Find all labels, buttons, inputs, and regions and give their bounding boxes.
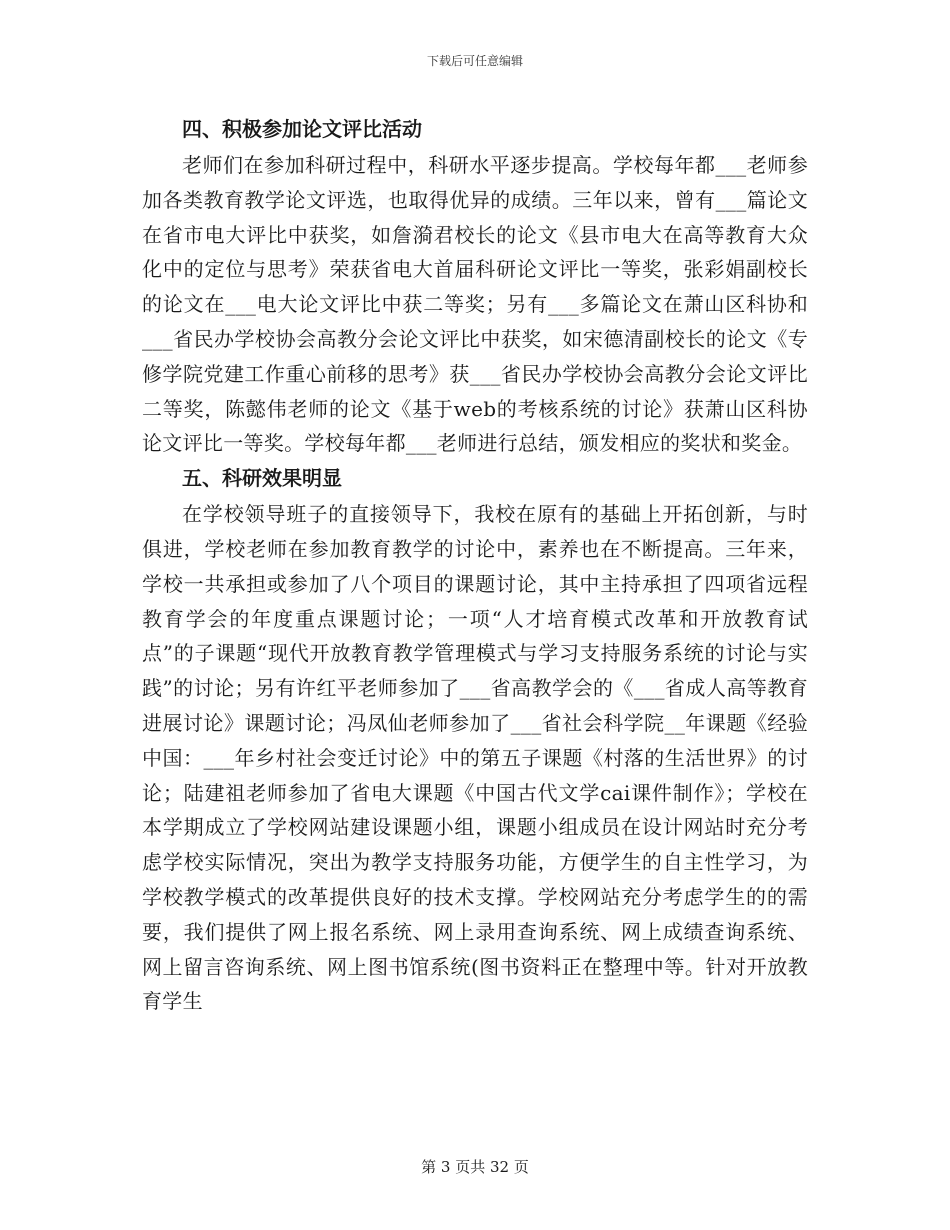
section-heading-5: 五、科研效果明显 — [182, 466, 342, 491]
page-number: 第 3 页共 32 页 — [421, 1158, 529, 1176]
section-paragraph-4: 老师们在参加科研过程中，科研水平逐步提高。学校每年都___老师参加各类教育教学论文评选，也取得优异的成绩。三年以来，曾有___篇论文在省市电大评比中获奖，如詹漪君校长的论文《县市电大在高等教育大众化中的定位与思考》荣获省电大首届科研论文评比一等奖，张彩娟副校长的论文在___电大论文评比中获二等奖；另有___多篇论文在萧山区科协和___省民办学校协会高教分会论文评比中获奖，如宋德清副校长的论文《专修学院党建工作重心前移的思考》获___省民办学校协会高教分会论文评比二等奖，陈懿伟老师的论文《基于web的考核系统的讨论》获萧山区科协论文评比一等奖。学校每年都___老师进行总结，颁发相应的奖状和奖金。 — [142, 153, 808, 456]
section-heading-4: 四、积极参加论文评比活动 — [182, 117, 422, 141]
section-paragraph-5: 在学校领导班子的直接领导下，我校在原有的基础上开拓创新，与时俱进，学校老师在参加教育教学的讨论中，素养也在不断提高。三年来，学校一共承担或参加了八个项目的课题讨论，其中主持承担了四项省远程教育学会的年度重点课题讨论；一项“人才培育模式改革和开放教育试点”的子课题“现代开放教育教学管理模式与学习支持服务系统的讨论与实践”的讨论；另有许红平老师参加了___省高教学会的《___省成人高等教育进展讨论》课题讨论；冯凤仙老师参加了___省社会科学院__年课题《经验中国：___年乡村社会变迁讨论》中的第五子课题《村落的生活世界》的讨论；陆建祖老师参加了省电大课题《中国古代文学cai课件制作》；学校在本学期成立了学校网站建设课题小组，课题小组成员在设计网站时充分考虑学校实际情况，突出为教学支持服务功能，方便学生的自主性学习，为学校教学模式的改革提供良好的技术支撑。学校网站充分考虑学生的的需要，我们提供了网上报名系统、网上录用查询系统、网上成绩查询系统、网上留言咨询系统、网上图书馆系统(图书资料正在整理中等。针对开放教育学生 — [142, 502, 808, 1014]
document-body — [142, 112, 808, 1019]
page-header: 下载后可任意编辑 — [426, 54, 523, 68]
